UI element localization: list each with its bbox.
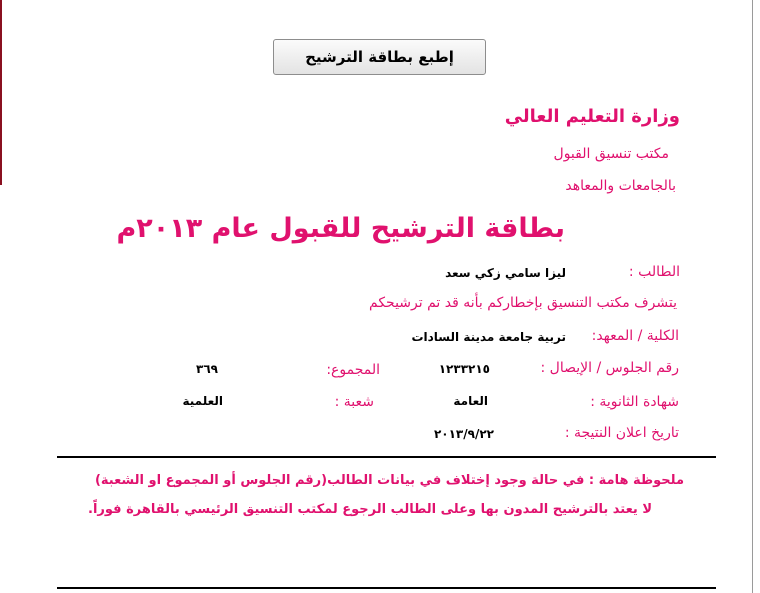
note-line-1: ملحوظة هامة : في حالة وجود إختلاف في بيانات الطالب(رقم الجلوس أو المجموع او الشعبة) <box>94 473 684 488</box>
certificate-value: العامة <box>453 394 488 408</box>
branch-label: شعبة : <box>334 394 374 410</box>
total-value: ٣٦٩ <box>196 362 218 376</box>
student-label: الطالب : <box>628 264 680 280</box>
result-date-value: ٢٠١٣/٩/٢٢ <box>433 427 494 441</box>
seat-number-label: رقم الجلوس / الإيصال : <box>540 360 679 376</box>
student-name: ليزا سامي زكي سعد <box>445 266 566 280</box>
result-date-label: تاريخ اعلان النتيجة : <box>564 425 679 441</box>
college-label: الكلية / المعهد: <box>591 328 679 344</box>
certificate-label: شهادة الثانوية : <box>590 394 679 410</box>
office-line-2: بالجامعات والمعاهد <box>565 178 676 194</box>
office-line-1: مكتب تنسيق القبول <box>553 146 669 162</box>
college-value: تربية جامعة مدينة السادات <box>411 330 566 344</box>
total-label: المجموع: <box>326 362 380 378</box>
ministry-title: وزارة التعليم العالي <box>504 106 680 127</box>
announcement-text: يتشرف مكتب التنسيق بإخطاركم بأنه قد تم ترشيحكم <box>369 295 677 311</box>
divider-bottom <box>57 587 716 589</box>
note-line-2: لا يعتد بالترشيح المدون بها وعلى الطالب الرجوع لمكتب التنسيق الرئيسي بالقاهرة فوراً. <box>88 502 652 517</box>
divider-top <box>57 456 716 458</box>
seat-number-value: ١٢٣٣٢١٥ <box>438 362 490 376</box>
print-card-button[interactable]: إطبع بطاقة الترشيح <box>273 39 486 75</box>
card-title: بطاقة الترشيح للقبول عام ٢٠١٣م <box>116 213 565 244</box>
branch-value: العلمية <box>182 394 223 408</box>
window-edge-right <box>752 0 753 593</box>
window-edge-left <box>0 0 2 185</box>
